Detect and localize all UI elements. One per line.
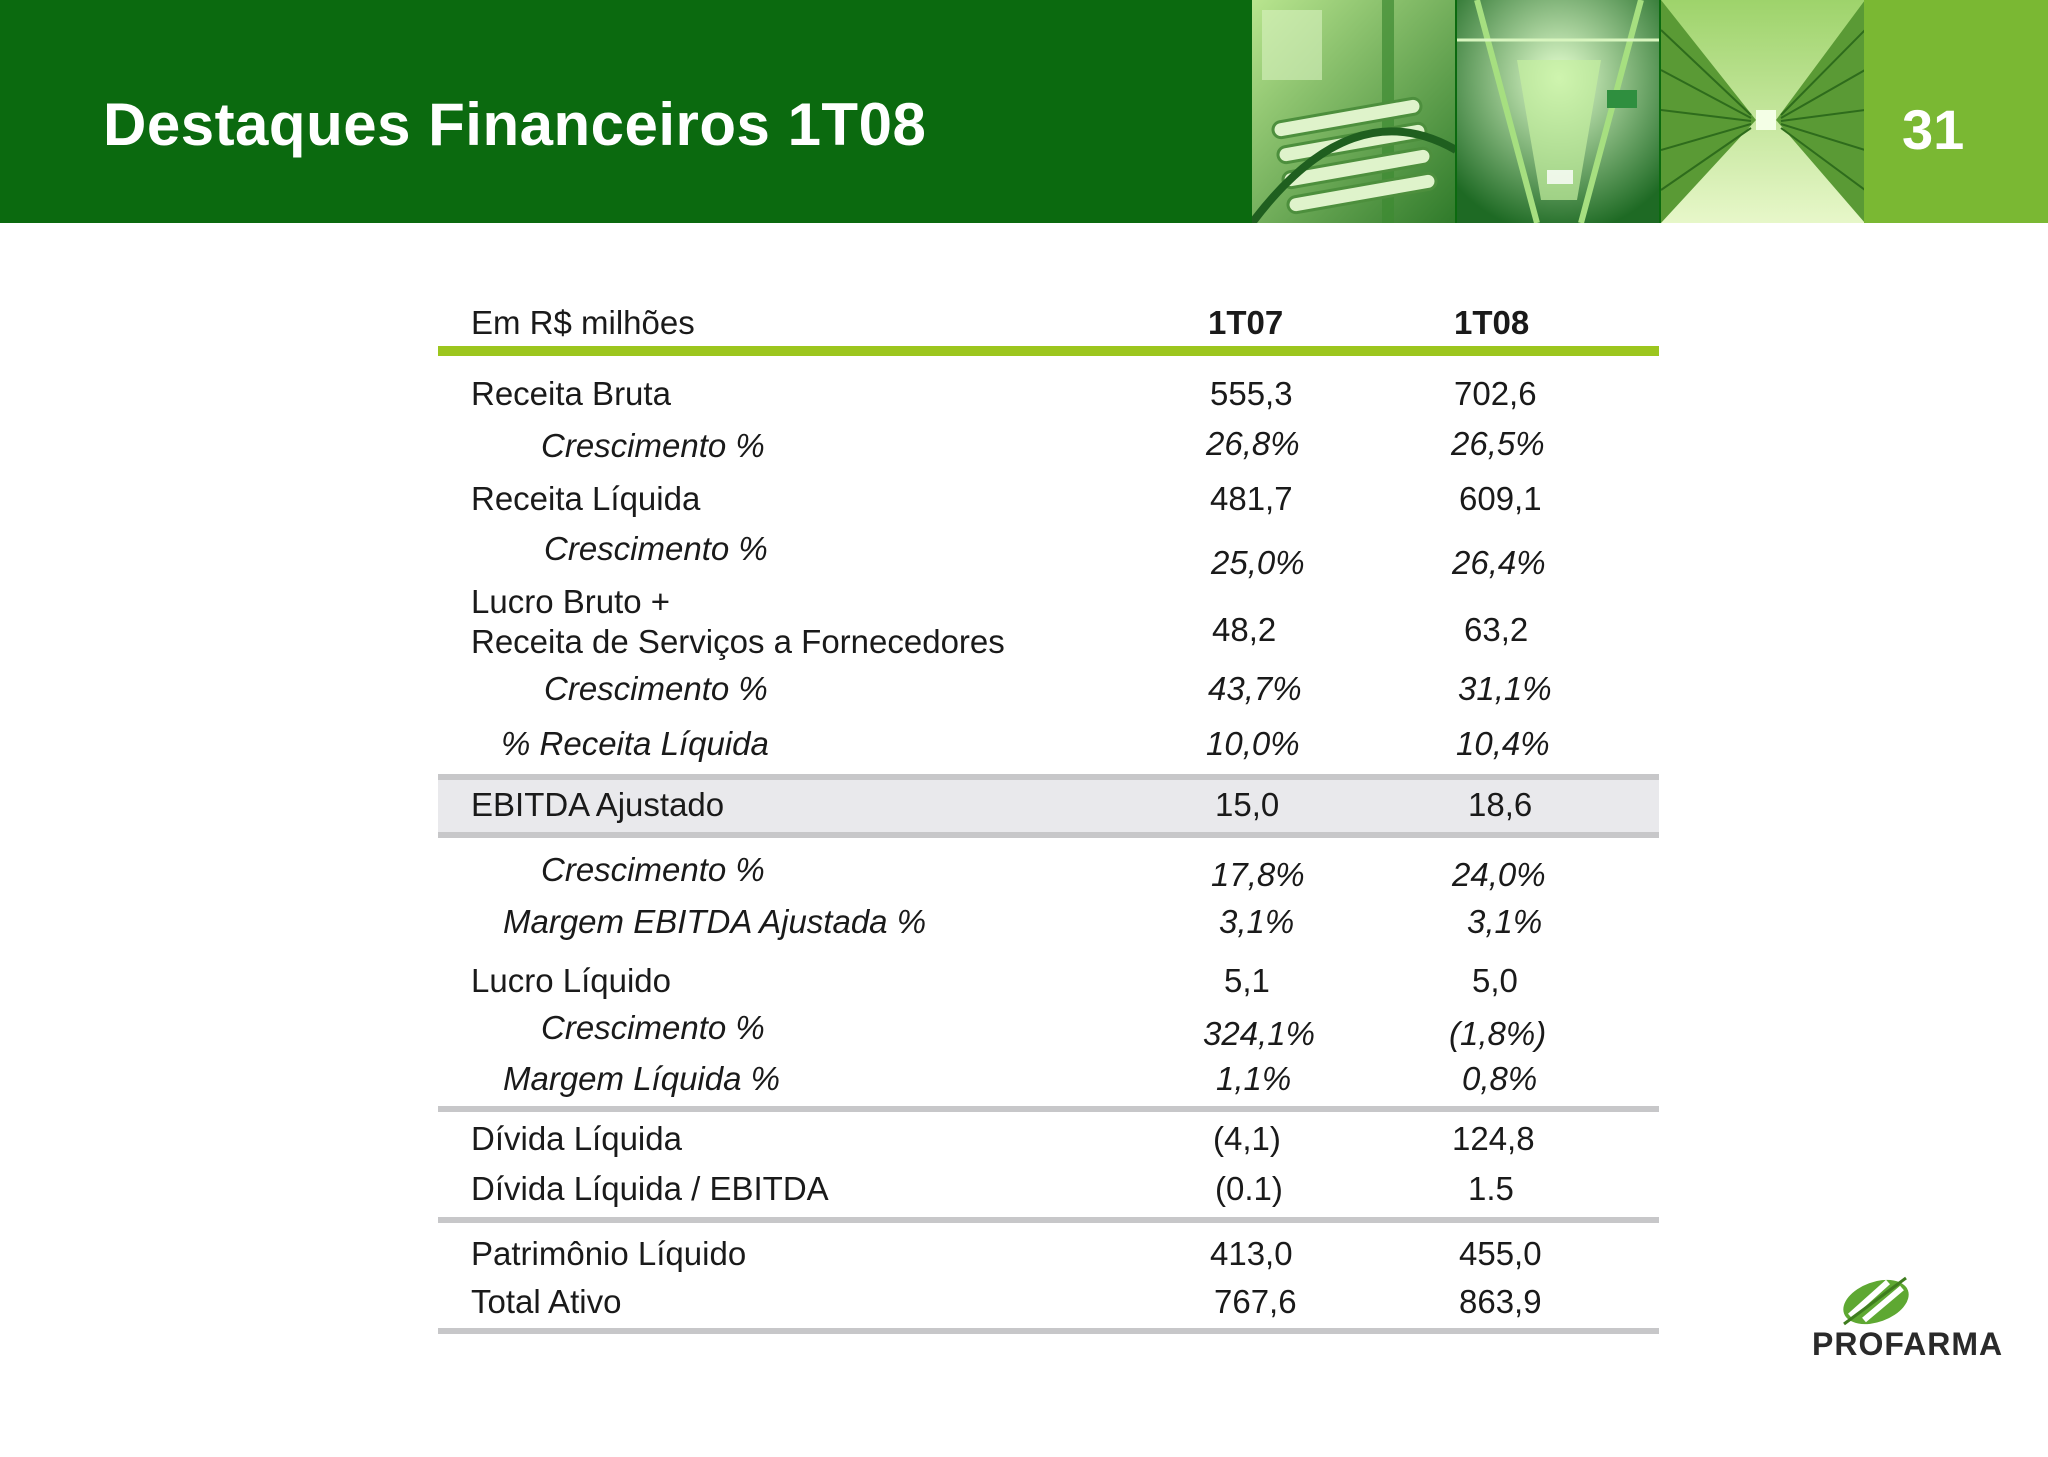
row-value-1t08: 3,1% [1467,903,1543,940]
conveyor-rollers-photo [1250,0,1455,223]
warehouse-shelves-photo [1659,0,1864,223]
row-value-1t08: 63,2 [1464,611,1529,648]
row-label: Lucro Líquido [471,962,671,999]
row-value-1t08: (1,8%) [1449,1015,1547,1052]
row-value-1t07: 25,0% [1211,544,1305,581]
table-bottom-rule [438,1328,1659,1334]
row-label: Crescimento % [544,530,768,567]
row-value-1t07: 26,8% [1206,425,1300,462]
row-label: Total Ativo [471,1283,622,1320]
row-value-1t08: 702,6 [1454,375,1537,412]
leaf-logo-icon [1836,1276,1916,1328]
row-label: Dívida Líquida [471,1120,682,1157]
row-label: Margem EBITDA Ajustada % [503,903,927,940]
distribution-sorter-photo [1455,0,1660,223]
row-label-line1: Lucro Bruto + [471,583,671,620]
row-label: % Receita Líquida [501,725,769,762]
page-number: 31 [1902,98,1965,161]
row-value-1t08: 863,9 [1459,1283,1542,1320]
row-value-1t08: 124,8 [1452,1120,1535,1157]
row-value-1t08: 31,1% [1458,670,1552,707]
page-number-box [1864,0,2048,223]
row-value-1t07: 324,1% [1203,1015,1315,1052]
row-value-1t08: 10,4% [1456,725,1550,762]
row-label: Crescimento % [541,427,765,464]
row-value-1t08: 26,5% [1451,425,1545,462]
row-value-1t07: 43,7% [1208,670,1302,707]
row-value-1t07: (0.1) [1215,1170,1283,1207]
row-value-1t07: (4,1) [1213,1120,1281,1157]
column-header-1t08: 1T08 [1454,304,1530,341]
row-label: Crescimento % [544,670,768,707]
section-rule [438,1106,1659,1112]
row-value-1t07: 48,2 [1212,611,1277,648]
row-value-1t07: 15,0 [1215,786,1280,823]
row-value-1t08: 609,1 [1459,480,1542,517]
row-label: Margem Líquida % [503,1060,780,1097]
row-value-1t08: 26,4% [1452,544,1546,581]
row-label: Crescimento % [541,1009,765,1046]
row-value-1t07: 3,1% [1219,903,1295,940]
section-rule [438,832,1659,838]
logo-wordmark: PROFARMA [1812,1326,2004,1362]
row-label-line2: Receita de Serviços a Fornecedores [471,623,1005,660]
row-value-1t07: 481,7 [1210,480,1293,517]
row-label: Receita Líquida [471,480,701,517]
row-label: Dívida Líquida / EBITDA [471,1170,829,1207]
row-value-1t08: 18,6 [1468,786,1533,823]
column-header-1t07: 1T07 [1208,304,1284,341]
row-value-1t08: 455,0 [1459,1235,1542,1272]
row-value-1t08: 24,0% [1452,856,1546,893]
header-rule [438,346,1659,356]
column-header-label: Em R$ milhões [471,304,695,341]
row-value-1t08: 1.5 [1468,1170,1514,1207]
row-label: EBITDA Ajustado [471,786,725,823]
row-value-1t07: 5,1 [1224,962,1270,999]
header-photo-strip [1250,0,1864,223]
row-value-1t07: 767,6 [1214,1283,1297,1320]
row-label: Receita Bruta [471,375,671,412]
row-value-1t07: 555,3 [1210,375,1293,412]
row-label: Patrimônio Líquido [471,1235,747,1272]
profarma-logo [1812,1276,2004,1366]
row-value-1t07: 10,0% [1206,725,1300,762]
row-value-1t08: 0,8% [1462,1060,1538,1097]
row-value-1t07: 17,8% [1211,856,1305,893]
row-value-1t08: 5,0 [1472,962,1518,999]
page-title: Destaques Financeiros 1T08 [103,91,927,158]
section-rule [438,1217,1659,1223]
row-label: Crescimento % [541,851,765,888]
row-value-1t07: 1,1% [1216,1060,1292,1097]
row-value-1t07: 413,0 [1210,1235,1293,1272]
